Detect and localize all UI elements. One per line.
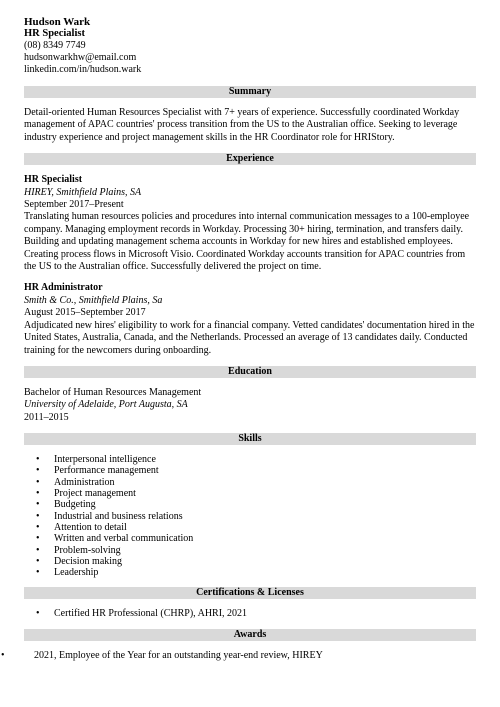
list-item: • Interpersonal intelligence	[24, 454, 476, 465]
job-entry	[24, 282, 476, 356]
job-dates: September 2017–Present	[24, 199, 124, 211]
contact-info	[24, 40, 476, 76]
skills-list	[24, 454, 476, 578]
education-entry	[24, 387, 476, 424]
list-item: • Decision making	[24, 556, 476, 567]
school: University of Adelaide, Port Augusta, SA	[24, 399, 188, 411]
education-dates: 2011–2015	[24, 411, 69, 423]
job-title: HR Administrator	[24, 282, 103, 294]
phone-number: (08) 8349 7749	[24, 40, 86, 51]
list-item: • Industrial and business relations	[24, 511, 476, 522]
summary-text: Detail-oriented Human Resources Specialist with 7+ years of experience. Successfully coordinated Workday management of APAC countries' process transition from the US to the Australian office. Seeking to leverage industry experience and project management skills in the HR Coordinator role for HRIStory.	[24, 107, 460, 143]
list-item: • Leadership	[24, 567, 476, 578]
list-item: • Certified HR Professional (CHRP), AHRI, 2021	[24, 608, 476, 619]
certifications-list	[24, 608, 476, 619]
resume-header	[24, 16, 476, 76]
candidate-name: Hudson Wark	[24, 16, 91, 28]
list-item: • Problem-solving	[24, 545, 476, 556]
list-item: • Attention to detail	[24, 522, 476, 533]
education-heading: Education	[24, 366, 476, 378]
candidate-title: HR Specialist	[24, 28, 85, 39]
experience-heading: Experience	[24, 153, 476, 165]
list-item: • Performance management	[24, 465, 476, 476]
job-description: Adjudicated new hires' eligibility to work for a financial company. Vetted candidates' documentation hired in the United States, Australia, Canada, and the Netherlands. Processed an average of 13 candidates daily. Conducted training for the newcomers during onboarding.	[24, 319, 475, 356]
certifications-heading: Certifications & Licenses	[24, 587, 476, 599]
job-company: HIREY, Smithfield Plains, SA	[24, 186, 142, 198]
skills-heading: Skills	[24, 433, 476, 445]
awards-heading: Awards	[24, 629, 476, 641]
email-address: hudsonwarkhw@email.com	[24, 52, 137, 63]
job-entry	[24, 174, 476, 273]
linkedin-url: linkedin.com/in/hudson.wark	[24, 64, 142, 75]
job-description: Translating human resources policies and procedures into internal communication messages to a 100-employee company. Managing employment records in Workday. Processing 30+ hiring, termination, and transfers daily. Building and updating management schema accounts in Workday for new hires and established employees. Creating process flows in Microsoft Visio. Coordinated Workday accounts transition for APAC countries from the US to the Australian office. Successfully delivered the project on time.	[24, 211, 470, 273]
list-item: • Administration	[24, 477, 476, 488]
list-item: • Project management	[24, 488, 476, 499]
job-title: HR Specialist	[24, 174, 83, 186]
job-company: Smith & Co., Smithfield Plains, Sa	[24, 294, 163, 306]
summary-heading: Summary	[24, 86, 476, 98]
list-item: • Written and verbal communication	[24, 533, 476, 544]
job-dates: August 2015–September 2017	[24, 307, 146, 319]
degree: Bachelor of Human Resources Management	[24, 386, 202, 398]
list-item: • 2021, Employee of the Year for an outstanding year-end review, HIREY	[0, 650, 476, 662]
list-item: • Budgeting	[24, 499, 476, 510]
